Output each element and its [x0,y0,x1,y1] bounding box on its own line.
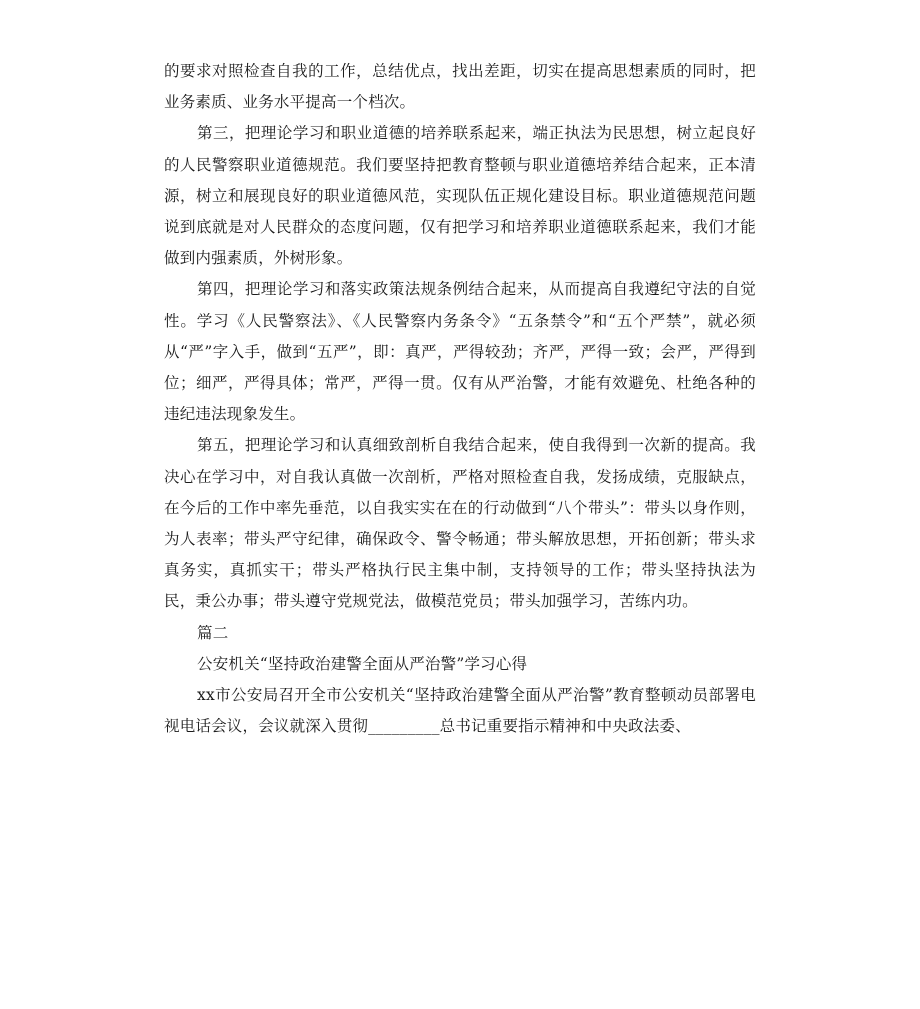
paragraph-fourth-point: 第四，把理论学习和落实政策法规条例结合起来，从而提高自我遵纪守法的自觉性。学习《人民警察法》、《人民警察内务条令》“五条禁令”和“五个严禁”，就必须从“严”字入手，做到“五严”，即：真严，严得较劲；齐严，严得一致；会严，严得到位；细严，严得具体；常严，严得一贯。仅有从严治警，才能有效避免、杜绝各种的违纪违法现象发生。 [164,280,756,424]
paragraph-article-intro: xx市公安局召开全市公安机关“坚持政治建警全面从严治警”教育整顿动员部署电视电话会议，会议就深入贯彻_________总书记重要指示精神和中央政法委、 [164,686,756,736]
section-heading: 篇二 [197,623,229,642]
paragraph-third-point: 第三，把理论学习和职业道德的培养联系起来，端正执法为民思想，树立起良好的人民警察职业道德规范。我们要坚持把教育整顿与职业道德培养结合起来，正本清源，树立和展现良好的职业道德风范，实现队伍正规化建设目标。职业道德规范问题说到底就是对人民群众的态度问题，仅有把学习和培养职业道德联系起来，我们才能做到内强素质，外树形象。 [164,124,756,268]
paragraph-fifth-point: 第五，把理论学习和认真细致剖析自我结合起来，使自我得到一次新的提高。我决心在学习中，对自我认真做一次剖析，严格对照检查自我，发扬成绩，克服缺点，在今后的工作中率先垂范，以自我实实在在的行动做到“八个带头”：带头以身作则，为人表率；带头严守纪律，确保政令、警令畅通；带头解放思想，开拓创新；带头求真务实，真抓实干；带头严格执行民主集中制，支持领导的工作；带头坚持执法为民，秉公办事；带头遵守党规党法，做模范党员；带头加强学习，苦练内功。 [164,436,756,611]
document-body [164,56,756,742]
paragraph-continuation: 的要求对照检查自我的工作，总结优点，找出差距，切实在提高思想素质的同时，把业务素质、业务水平提高一个档次。 [164,62,756,112]
article-title: 公安机关“坚持政治建警全面从严治警”学习心得 [197,654,528,673]
